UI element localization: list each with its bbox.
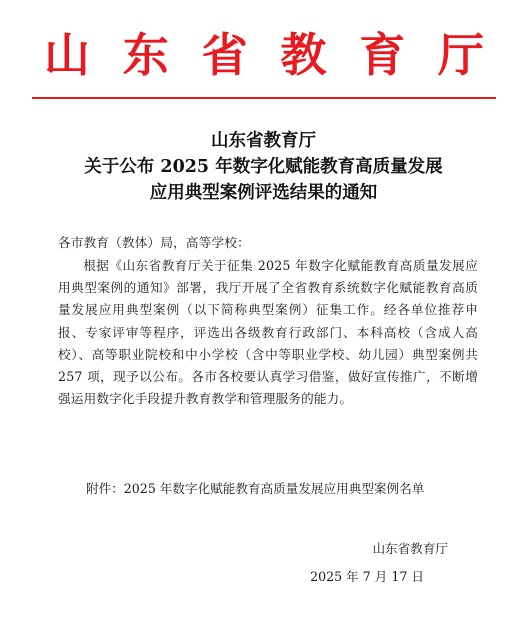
masthead-char: 东 [122,28,169,82]
masthead-char: 育 [359,28,406,82]
masthead-divider [32,97,496,99]
document-masthead [44,26,484,84]
salutation: 各市教育（教体）局，高等学校： [58,235,250,250]
signature-issuer: 山东省教育厅 [372,541,448,556]
masthead-char: 厅 [437,28,484,82]
signature-date: 2025 年 7 月 17 日 [310,569,424,584]
masthead-char: 省 [201,28,248,82]
masthead-char: 教 [280,28,327,82]
attachment-line: 附件：2025 年数字化赋能教育高质量发展应用典型案例名单 [86,481,425,496]
title-line-subject-cont: 应用典型案例评选结果的通知 [149,183,378,203]
body-paragraph: 根据《山东省教育厅关于征集 2025 年数字化赋能教育高质量发展应用典型案例的通知》部署，我厅开展了全省教育系统数字化赋能教育高质量发展应用典型案例（以下简称典型案例）征集工作。经各单位推荐申报、专家评审等程序，评选出各级教育行政部门、本科高校（含成人高校）、高等职业院校和中小学校（含中等职业学校、幼儿园）典型案例共 257 项，现予以公布。各市各校要认真学习借鉴，做好宣传推广，不断增强运用数字化手段提升教育教学和管理服务的能力。 [58,258,478,407]
title-line-issuer: 山东省教育厅 [211,131,316,151]
title-line-subject: 关于公布 2025 年数字化赋能教育高质量发展 [84,157,443,177]
masthead-char: 山 [44,28,90,82]
